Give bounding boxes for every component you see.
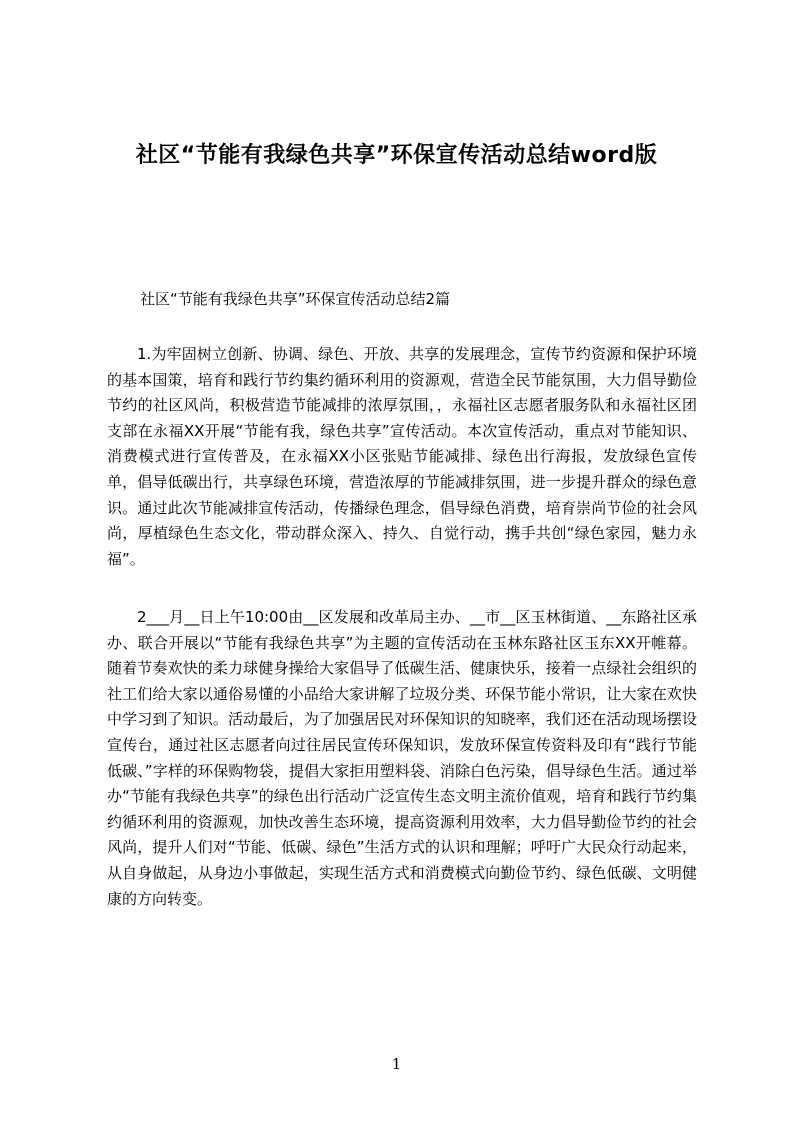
paragraph-1: 1.为牢固树立创新、协调、绿色、开放、共享的发展理念，宣传节约资源和保护环境的基本国策，培育和践行节约集约循环利用的资源观，营造全民节能氛围，大力倡导勤俭节约的社区风尚，积极营造节能减排的浓厚氛围，，永福社区志愿者服务队和永福社区团支部在永福XX开展“节能有我，绿色共享”宣传活动。本次宣传活动，重点对节能知识、消费模式进行宣传普及，在永福XX小区张贴节能减排、绿色出行海报，发放绿色宣传单，倡导低碳出行，共享绿色环境，营造浓厚的节能减排氛围，进一步提升群众的绿色意识。通过此次节能减排宣传活动，传播绿色理念，倡导绿色消费，培育崇尚节俭的社会风尚，厚植绿色生态文化，带动群众深入、持久、自觉行动，携手共创“绿色家园，魅力永福”。	[107, 345, 697, 568]
document-subtitle: 社区“节能有我绿色共享”环保宣传活动总结2篇	[140, 290, 451, 308]
paragraph-2: 2___月__日上午10:00由__区发展和改革局主办、__市__区玉林街道、__东路社区承办、联合开展以“节能有我绿色共享”为主题的宣传活动在玉林东路社区玉东XX开帷幕。随着节奏欢快的柔力球健身操给大家倡导了低碳生活、健康快乐，接着一点绿社会组织的社工们给大家以通俗易懂的小品给大家讲解了垃圾分类、环保节能小常识，让大家在欢快中学习到了知识。活动最后，为了加强居民对环保知识的知晓率，我们还在活动现场摆设宣传台，通过社区志愿者向过往居民宣传环保知识，发放环保宣传资料及印有“践行节能低碳、”字样的环保购物袋，提倡大家拒用塑料袋、消除白色污染，倡导绿色生活。通过举办“节能有我绿色共享”的绿色出行活动广泛宣传生态文明主流价值观，培育和践行节约集约循环利用的资源观，加快改善生态环境，提高资源利用效率，大力倡导勤俭节约的社会风尚，提升人们对“节能、低碳、绿色”生活方式的认识和理解；呼吁广大民众行动起来，从自身做起，从身边小事做起，实现生活方式和消费模式向勤俭节约、绿色低碳、文明健康的方向转变。	[107, 608, 697, 908]
page-number: 1	[391, 1055, 402, 1073]
document-title: 社区“节能有我绿色共享”环保宣传活动总结word版	[135, 143, 658, 168]
